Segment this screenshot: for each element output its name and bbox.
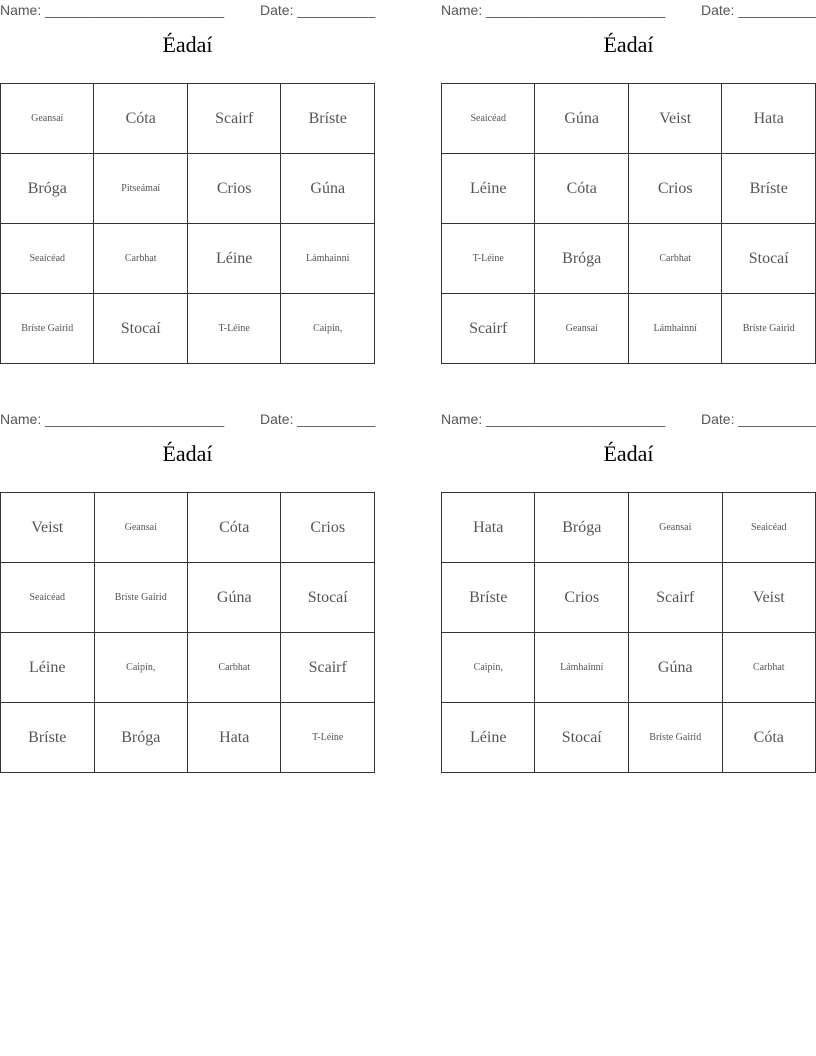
card-title: Éadaí [603, 441, 654, 466]
card-title: Éadaí [162, 441, 213, 466]
bingo-card-2 [441, 0, 816, 337]
grid-row [1, 493, 375, 563]
grid-cell: Bríste Gairid [629, 703, 722, 773]
grid-cell: Hata [442, 493, 535, 563]
grid-cell: Bríste [722, 154, 816, 224]
grid-cell: Cóta [722, 703, 816, 773]
grid-cell: Seaicéad [1, 563, 95, 633]
grid-row [1, 84, 375, 154]
grid-cell: Scairf [281, 633, 375, 703]
name-date-row [0, 0, 375, 22]
grid-row [1, 703, 375, 773]
grid-row [1, 154, 375, 224]
grid-cell: Pitseámaí [94, 154, 187, 224]
date-field: Date: __________ [260, 411, 376, 427]
name-field: Name: _______________________ [441, 2, 666, 18]
name-field: Name: _______________________ [0, 411, 225, 427]
grid-row [1, 224, 375, 294]
grid-cell: Hata [188, 703, 281, 773]
grid-row [442, 493, 816, 563]
grid-cell: Seaicéad [442, 84, 535, 154]
grid-row [442, 154, 816, 224]
name-date-row [441, 409, 816, 431]
grid-cell: Bríste [281, 84, 375, 154]
name-field: Name: _______________________ [441, 411, 666, 427]
grid-cell: Scairf [442, 294, 535, 364]
grid-row [442, 294, 816, 364]
grid-cell: Crios [628, 154, 722, 224]
grid-cell: Carbhat [188, 633, 281, 703]
grid-cell: Stocaí [535, 703, 629, 773]
grid-cell: Carbhat [628, 224, 722, 294]
grid-row [442, 224, 816, 294]
grid-cell: Lámhainní [535, 633, 629, 703]
grid-cell: Seaicéad [722, 493, 816, 563]
grid-cell: Gúna [535, 84, 628, 154]
bingo-card-1 [0, 0, 376, 337]
grid-row [1, 563, 375, 633]
grid-cell: Stocaí [722, 224, 816, 294]
grid-cell: Bríste [1, 703, 95, 773]
grid-cell: Veist [1, 493, 95, 563]
grid-cell: Seaicéad [1, 224, 94, 294]
grid-cell: Stocaí [94, 294, 187, 364]
bingo-card-4 [441, 409, 816, 746]
grid-cell: Caipín, [94, 633, 188, 703]
grid-cell: Gúna [629, 633, 722, 703]
grid-cell: Geansaí [1, 84, 94, 154]
grid-cell: Carbhat [722, 633, 816, 703]
grid-cell: T-Léine [442, 224, 535, 294]
grid-row [1, 633, 375, 703]
grid-cell: Léine [187, 224, 280, 294]
grid-row [442, 84, 816, 154]
grid-cell: Veist [722, 563, 816, 633]
grid-cell: Stocaí [281, 563, 375, 633]
grid-cell: Bríste Gairid [94, 563, 188, 633]
date-field: Date: __________ [260, 2, 376, 18]
grid-cell: Crios [187, 154, 280, 224]
grid-cell: Léine [1, 633, 95, 703]
grid-row [442, 633, 816, 703]
grid-cell: Léine [442, 703, 535, 773]
grid-cell: Bróga [1, 154, 94, 224]
bingo-grid [0, 492, 375, 773]
name-date-row [441, 0, 816, 22]
grid-cell: Geansaí [535, 294, 628, 364]
grid-cell: Lámhainní [628, 294, 722, 364]
bingo-card-3 [0, 409, 376, 746]
bingo-grid [441, 83, 816, 364]
grid-cell: Hata [722, 84, 816, 154]
grid-cell: Cóta [188, 493, 281, 563]
grid-cell: Scairf [187, 84, 280, 154]
grid-cell: Lámhainní [281, 224, 375, 294]
name-date-row [0, 409, 375, 431]
grid-cell: Geansaí [629, 493, 722, 563]
grid-cell: T-Léine [281, 703, 375, 773]
grid-cell: Scairf [629, 563, 722, 633]
grid-cell: T-Léine [187, 294, 280, 364]
grid-cell: Gúna [188, 563, 281, 633]
grid-row [442, 563, 816, 633]
grid-cell: Crios [535, 563, 629, 633]
grid-row [1, 294, 375, 364]
grid-cell: Bríste Gairid [1, 294, 94, 364]
name-field: Name: _______________________ [0, 2, 225, 18]
card-title: Éadaí [162, 32, 213, 57]
grid-cell: Cóta [535, 154, 628, 224]
grid-cell: Geansaí [94, 493, 188, 563]
grid-cell: Bróga [94, 703, 188, 773]
date-field: Date: __________ [701, 411, 816, 427]
grid-cell: Caipín, [281, 294, 375, 364]
grid-cell: Bróga [535, 493, 629, 563]
grid-cell: Carbhat [94, 224, 187, 294]
grid-cell: Gúna [281, 154, 375, 224]
card-title: Éadaí [603, 32, 654, 57]
grid-cell: Léine [442, 154, 535, 224]
grid-cell: Bróga [535, 224, 628, 294]
grid-cell: Bríste Gairid [722, 294, 816, 364]
grid-cell: Veist [628, 84, 722, 154]
grid-cell: Caipín, [442, 633, 535, 703]
grid-row [442, 703, 816, 773]
bingo-grid [441, 492, 816, 773]
date-field: Date: __________ [701, 2, 816, 18]
grid-cell: Bríste [442, 563, 535, 633]
grid-cell: Crios [281, 493, 375, 563]
grid-cell: Cóta [94, 84, 187, 154]
bingo-grid [0, 83, 375, 364]
